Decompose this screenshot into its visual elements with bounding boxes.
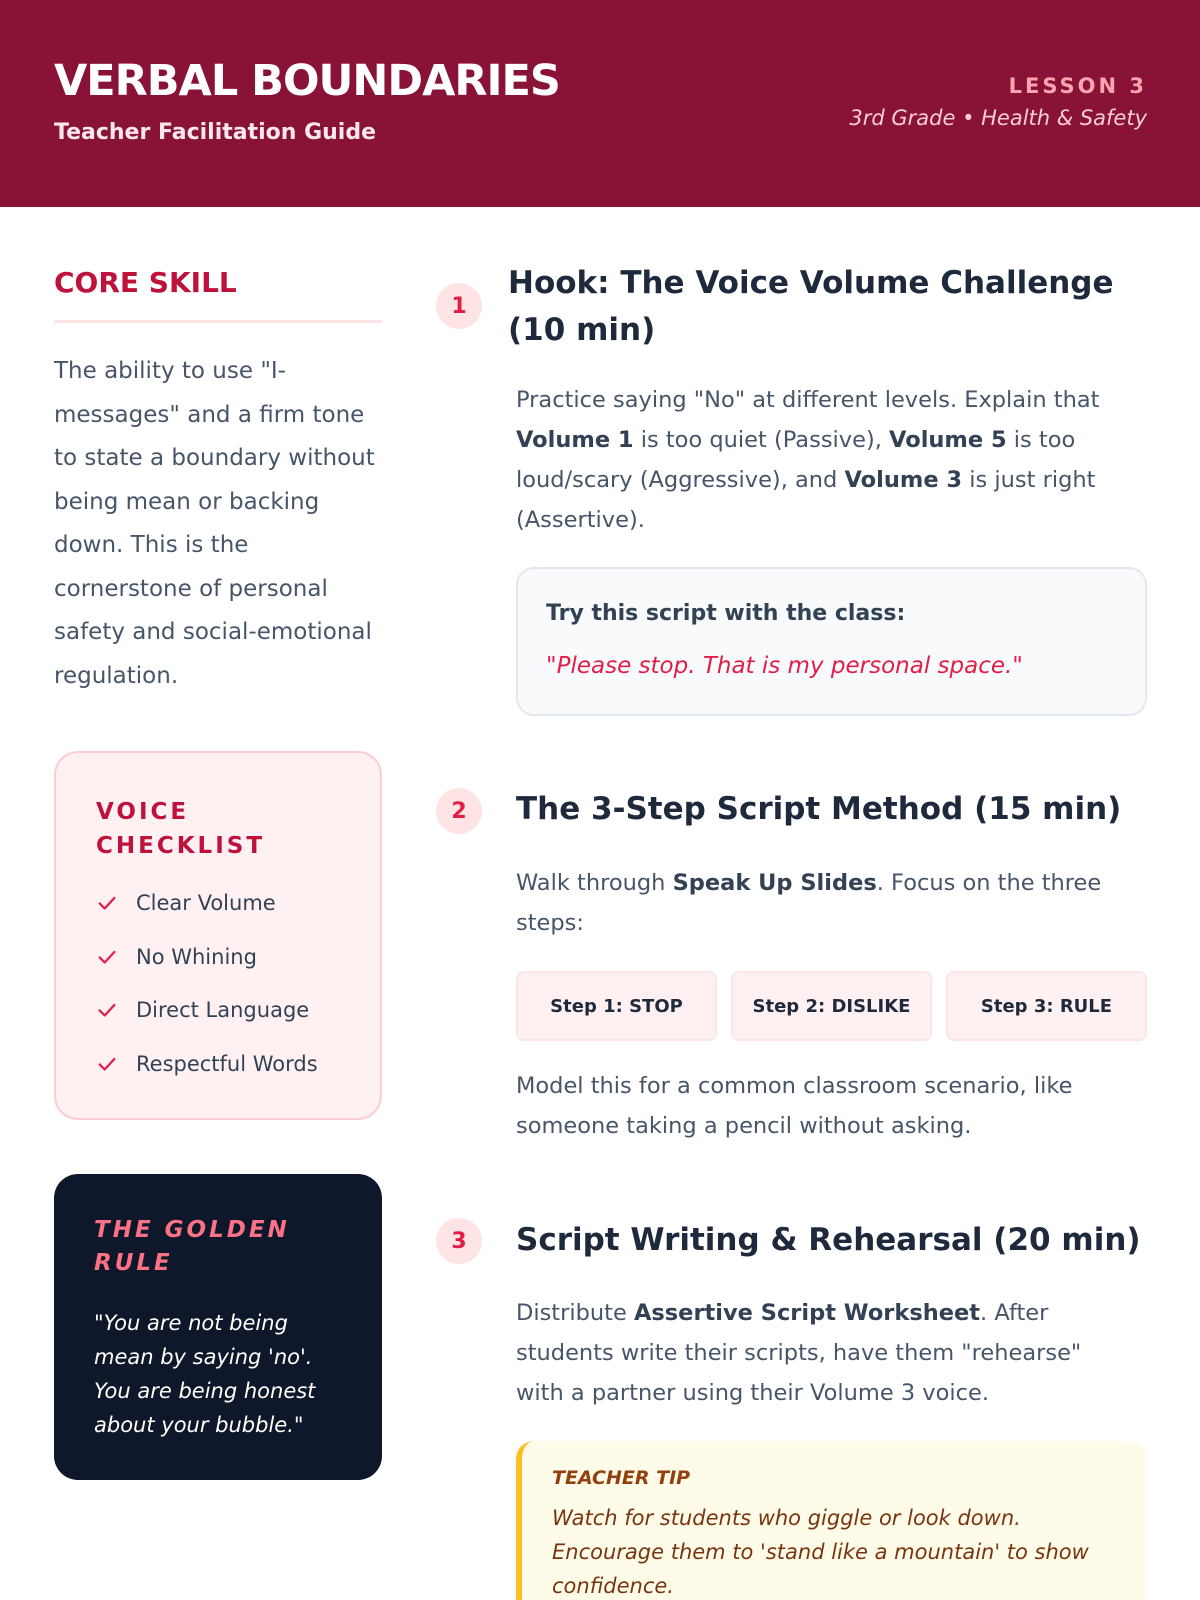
- emphasis-text: Speak Up Slides: [672, 870, 877, 896]
- check-icon: [96, 999, 118, 1021]
- golden-rule-heading: THE GOLDEN RULE: [94, 1217, 290, 1276]
- section-body: Walk through Speak Up Slides. Focus on the three steps:: [516, 870, 1102, 936]
- step-chip: Step 3: RULE: [946, 971, 1147, 1041]
- checklist-item-label: Respectful Words: [136, 1052, 318, 1076]
- checklist-item: [96, 1049, 318, 1079]
- script-quote: "Please stop. That is my personal space.": [546, 653, 1023, 679]
- section-body: Model this for a common classroom scenario, like someone taking a pencil without asking.: [516, 1073, 1073, 1139]
- page-subtitle: Teacher Facilitation Guide: [54, 120, 377, 145]
- emphasis-text: Volume 3: [844, 467, 963, 493]
- section-title: Hook: The Voice Volume Challenge (10 min): [508, 265, 1114, 348]
- section-title: Script Writing & Rehearsal (20 min): [516, 1222, 1141, 1258]
- golden-rule-quote: "You are not being mean by saying 'no'. You are being honest about your bubble.": [94, 1311, 316, 1437]
- core-skill-heading: CORE SKILL: [54, 266, 237, 299]
- script-callout: [516, 567, 1147, 716]
- emphasis-text: Volume 1: [516, 427, 634, 453]
- core-skill-text: The ability to use "I-messages" and a firm tone to state a boundary without being mean or backing down. This is the cornerstone of personal safety and social-emotional regulation.: [54, 358, 375, 689]
- teacher-tip-text: Watch for students who giggle or look down. Encourage them to 'stand like a mountain' to show confidence.: [552, 1506, 1089, 1598]
- core-skill-divider: [54, 320, 382, 323]
- golden-rule-card: [54, 1174, 382, 1480]
- checklist-item: [96, 888, 276, 918]
- teacher-tip-callout: [516, 1441, 1147, 1600]
- section-number-badge: 1: [436, 283, 482, 329]
- section-number-badge: 2: [436, 788, 482, 834]
- voice-checklist-card: [54, 751, 382, 1120]
- emphasis-text: Volume 5: [889, 427, 1007, 453]
- section-body: Practice saying "No" at different levels. Explain that Volume 1 is too quiet (Passive), Volume 5 is too loud/scary (Aggressive), and Volume 3 is just right (Assertive).: [516, 387, 1100, 533]
- section-number-badge: 3: [436, 1218, 482, 1264]
- checklist-item: [96, 995, 309, 1025]
- page-title: VERBAL BOUNDARIES: [54, 56, 560, 106]
- script-label: Try this script with the class:: [546, 601, 906, 626]
- section-title: The 3-Step Script Method (15 min): [516, 791, 1122, 827]
- check-icon: [96, 1053, 118, 1075]
- check-icon: [96, 892, 118, 914]
- checklist-item-label: Direct Language: [136, 998, 310, 1022]
- emphasis-text: Assertive Script Worksheet: [633, 1300, 981, 1326]
- checklist-item-label: Clear Volume: [136, 891, 276, 915]
- grade-subject-label: 3rd Grade • Health & Safety: [849, 106, 1147, 130]
- section-body: Distribute Assertive Script Worksheet. After students write their scripts, have them "rehearse" with a partner using their Volume 3 voice.: [516, 1300, 1082, 1406]
- voice-checklist-heading: VOICE CHECKLIST: [96, 799, 266, 859]
- page-header: [0, 0, 1200, 207]
- teacher-tip-label: TEACHER TIP: [552, 1467, 691, 1489]
- checklist-item-label: No Whining: [136, 945, 257, 969]
- lesson-label: LESSON 3: [1008, 74, 1147, 98]
- step-chip: Step 2: DISLIKE: [731, 971, 932, 1041]
- checklist-item: [96, 942, 257, 972]
- check-icon: [96, 946, 118, 968]
- step-chip: Step 1: STOP: [516, 971, 717, 1041]
